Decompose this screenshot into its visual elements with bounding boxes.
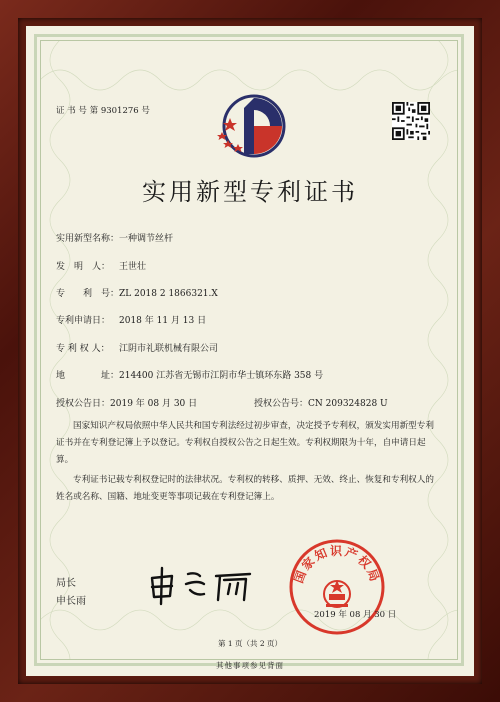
- field-address-value: 214400 江苏省无锡市江阴市华士镇环东路 358 号: [119, 371, 324, 381]
- field-patent-no-value: ZL 2018 2 1866321.X: [119, 289, 218, 299]
- cert-no-value: 9301276: [100, 106, 139, 116]
- legal-notice: 专利证书记载专利权登记时的法律状况。专利权的转移、质押、无效、终止、恢复和专利权人的姓名或名称、国籍、地址变更等事项记载在专利登记簿上。: [56, 475, 434, 502]
- official-seal: [288, 538, 386, 636]
- field-address-label: 地 址：: [56, 371, 120, 381]
- certificate-paper: [26, 26, 474, 676]
- director-title: 局长: [56, 578, 76, 589]
- field-grant-no: [254, 396, 388, 409]
- grant-no-label: 授权公告号：: [254, 399, 309, 409]
- field-app-date: [56, 313, 206, 326]
- patent-office-emblem-icon: [214, 88, 290, 164]
- field-grant-date: [56, 396, 197, 409]
- field-inventor-label: 发 明 人：: [56, 262, 111, 272]
- field-app-date-value: 2018 年 11 月 13 日: [119, 316, 207, 326]
- seal-date: 2019 年 08 月 30 日: [314, 610, 397, 620]
- field-app-date-label: 专利申请日：: [56, 316, 111, 326]
- field-patentee-value: 江阴市礼联机械有限公司: [119, 344, 219, 354]
- certificate-number: [56, 104, 150, 116]
- field-inventor: [56, 259, 146, 272]
- grant-no-value: CN 209324828 U: [308, 399, 388, 409]
- footer-note: 其他事项参见背面: [216, 661, 284, 670]
- field-address: [56, 368, 323, 381]
- svg-text:国家知识产权局: [292, 543, 383, 585]
- seal-text: 国家知识产权局: [291, 544, 383, 586]
- field-patent-no: [56, 286, 218, 299]
- field-name-value: 一种调节丝杆: [119, 234, 174, 244]
- grant-date-label: 授权公告日：: [56, 399, 111, 409]
- page-info: 第 1 页（共 2 页）: [217, 639, 283, 648]
- grant-date-value: 2019 年 08 月 30 日: [110, 399, 198, 409]
- grant-statement: 国家知识产权局依照中华人民共和国专利法经过初步审查，决定授予专利权，颁发实用新型专利证书并在专利登记簿上予以登记。专利权自授权公告之日起生效。专利权期限为十年，自申请日起算。: [56, 421, 434, 465]
- field-patentee-label: 专 利 权 人：: [56, 344, 110, 354]
- field-name-label: 实用新型名称：: [56, 234, 120, 244]
- cert-no-label: 证 书 号 第: [56, 106, 99, 116]
- field-name: [56, 231, 173, 244]
- field-patentee: [56, 341, 218, 354]
- qr-code-icon: [392, 102, 430, 140]
- cert-no-suffix: 号: [141, 106, 150, 116]
- field-patent-no-label: 专 利 号：: [56, 289, 120, 299]
- field-inventor-value: 王世壮: [119, 262, 147, 272]
- director-name: 申长雨: [56, 596, 86, 607]
- director-signature: [146, 566, 256, 606]
- certificate-title: 实用新型专利证书: [142, 178, 358, 206]
